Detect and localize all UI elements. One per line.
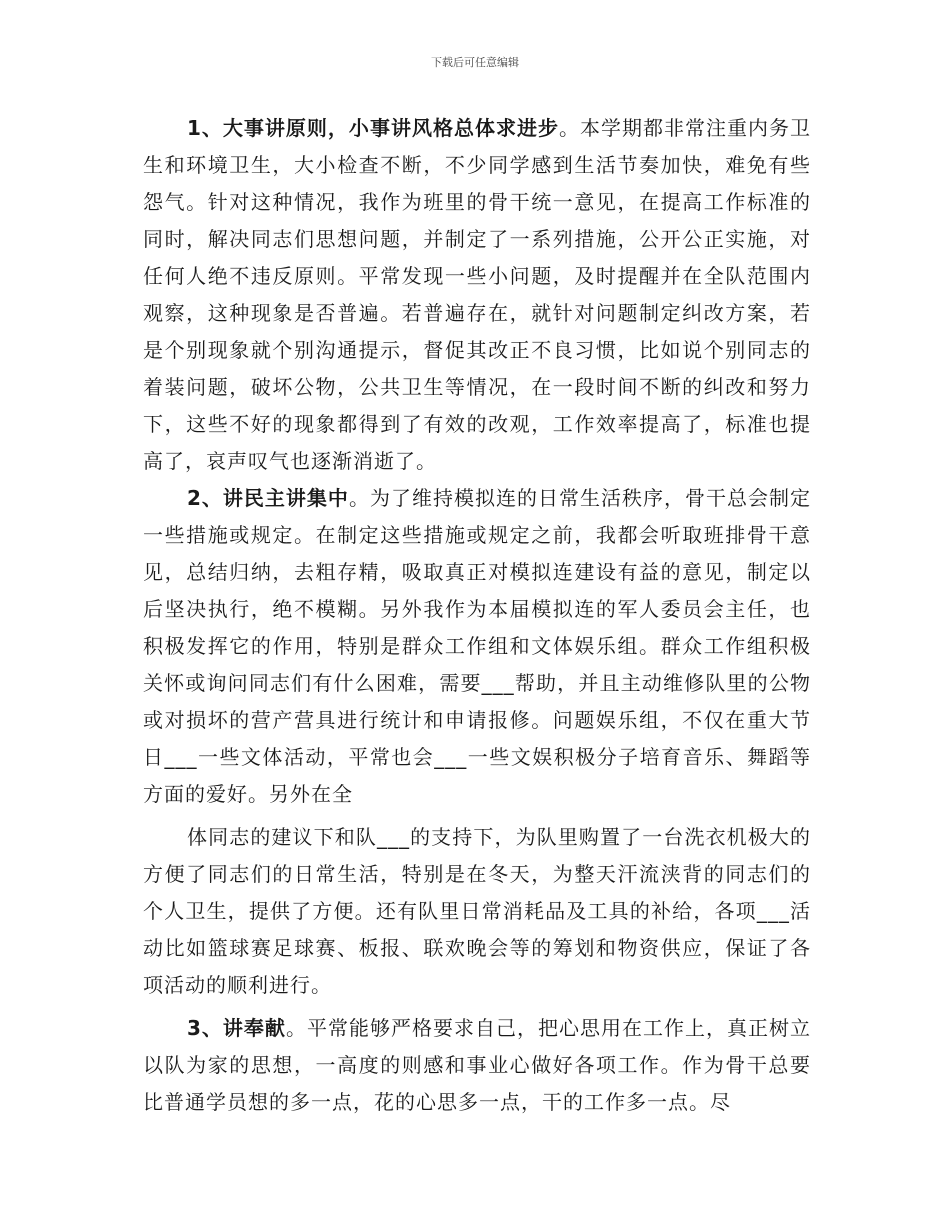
page-header: 下载后可任意编辑: [431, 56, 519, 69]
paragraph-3: [143, 819, 811, 1004]
paragraph-4: [143, 1010, 811, 1121]
paragraph-2: [143, 480, 811, 813]
paragraph-4-heading: 3、讲奉献: [187, 1016, 286, 1040]
paragraph-2-heading: 2、讲民主讲集中: [187, 486, 349, 510]
paragraph-3-text: 体同志的建议下和队___的支持下，为队里购置了一台洗衣机极大的方便了同志们的日常生活，特别是在冬天，为整天汗流浃背的同志们的个人卫生，提供了方便。还有队里日常消耗品及工具的补给，各项___活动比如篮球赛足球赛、板报、联欢晚会等的筹划和物资供应，保证了各项活动的顺利进行。: [143, 825, 811, 997]
paragraph-1-heading: 1、大事讲原则，小事讲风格总体求进步: [187, 116, 559, 140]
paragraph-4-text: 。平常能够严格要求自己，把心思用在工作上，真正树立以队为家的思想，一高度的则感和事业心做好各项工作。作为骨干总要比普通学员想的多一点，花的心思多一点，干的工作多一点。尽: [143, 1016, 812, 1114]
paragraph-1: [143, 110, 811, 480]
document-body: [143, 110, 811, 1121]
paragraph-2-text: 。为了维持模拟连的日常生活秩序，骨干总会制定一些措施或规定。在制定这些措施或规定之前，我都会听取班排骨干意见，总结归纳，去粗存精，吸取真正对模拟连建设有益的意见，制定以后坚决执行，绝不模糊。另外我作为本届模拟连的军人委员会主任，也积极发挥它的作用，特别是群众工作组和文体娱乐组。群众工作组积极关怀或询问同志们有什么困难，需要___帮助，并且主动维修队里的公物或对损坏的营产营具进行统计和申请报修。问题娱乐组，不仅在重大节日___一些文体活动，平常也会___一些文娱积极分子培育音乐、舞蹈等方面的爱好。另外在全: [143, 486, 811, 806]
paragraph-1-text: 。本学期都非常注重内务卫生和环境卫生，大小检查不断，不少同学感到生活节奏加快，难免有些怨气。针对这种情况，我作为班里的骨干统一意见，在提高工作标准的同时，解决同志们思想问题，并制定了一系列措施，公开公正实施，对任何人绝不违反原则。平常发现一些小问题，及时提醒并在全队范围内观察，这种现象是否普遍。若普遍存在，就针对问题制定纠改方案，若是个别现象就个别沟通提示，督促其改正不良习惯，比如说个别同志的着装问题，破坏公物，公共卫生等情况，在一段时间不断的纠改和努力下，这些不好的现象都得到了有效的改观，工作效率提高了，标准也提高了，哀声叹气也逐渐消逝了。: [143, 116, 811, 473]
